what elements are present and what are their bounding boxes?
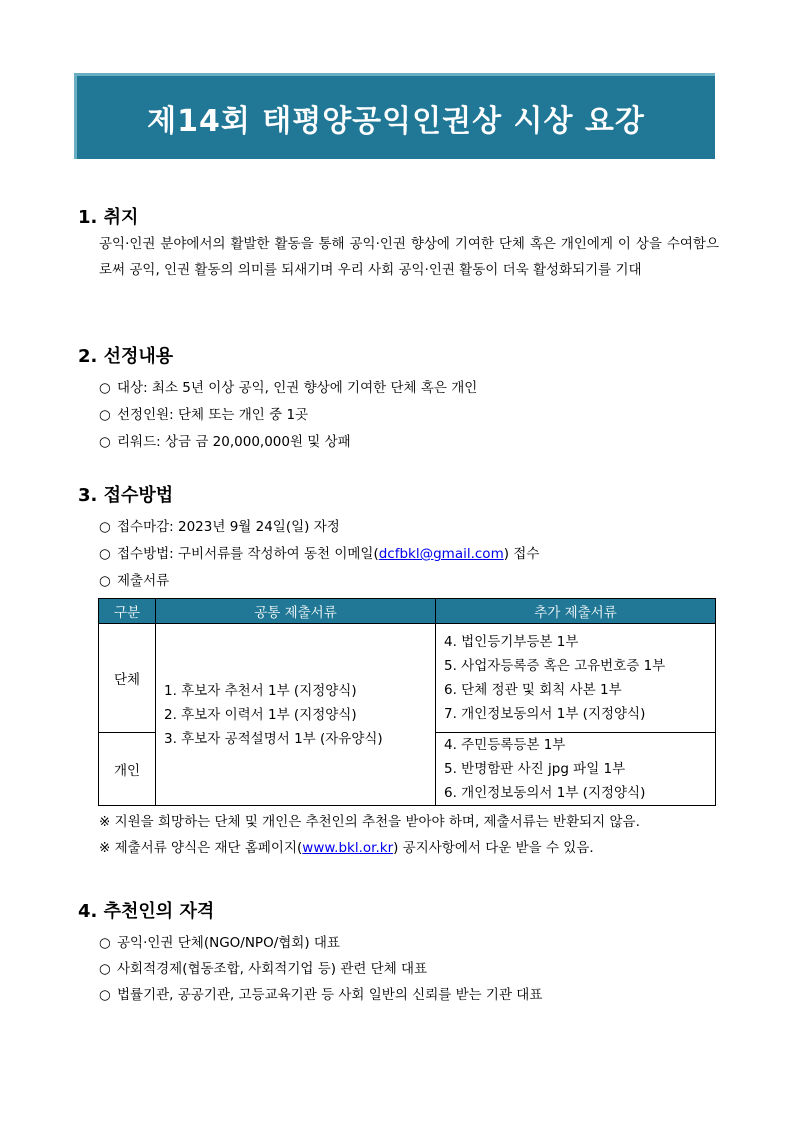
documents-table bbox=[98, 598, 716, 806]
section-heading-application: 3. 접수방법 bbox=[78, 485, 174, 506]
list-item: ○ 대상: 최소 5년 이상 공익, 인권 향상에 기여한 단체 혹은 개인 bbox=[99, 380, 478, 396]
bullet-icon: ○ bbox=[99, 434, 111, 450]
list-item: ○ 제출서류 bbox=[99, 573, 170, 589]
extra-doc: 6. 단체 정관 및 회칙 사본 1부 bbox=[444, 682, 622, 698]
section-heading-recommender: 4. 추천인의 자격 bbox=[78, 901, 215, 922]
extra-doc: 5. 반명함판 사진 jpg 파일 1부 bbox=[444, 761, 626, 777]
extra-doc: 7. 개인정보동의서 1부 (지정양식) bbox=[444, 706, 646, 722]
bullet-icon: ○ bbox=[99, 519, 111, 535]
category-group: 단체 bbox=[99, 624, 156, 733]
list-item: ○ 법률기관, 공공기관, 고등교육기관 등 사회 일반의 신뢰를 받는 기관 대표 bbox=[99, 987, 543, 1003]
common-doc: 2. 후보자 이력서 1부 (지정양식) bbox=[164, 706, 357, 723]
email-link[interactable]: dcfbkl@gmail.com bbox=[378, 546, 504, 562]
common-doc: 1. 후보자 추천서 1부 (지정양식) bbox=[164, 682, 357, 699]
header-extra: 추가 제출서류 bbox=[436, 599, 716, 624]
list-item: ○ 리워드: 상금 금 20,000,000원 및 상패 bbox=[99, 434, 351, 450]
group-extra-docs-cell bbox=[436, 624, 716, 733]
list-item: ○ 선정인원: 단체 또는 개인 중 1곳 bbox=[99, 407, 309, 423]
header-common: 공통 제출서류 bbox=[156, 599, 436, 624]
bullet-icon: ○ bbox=[99, 935, 111, 951]
list-item: ○ 접수마감: 2023년 9월 24일(일) 자정 bbox=[99, 519, 340, 535]
purpose-text: 공익·인권 분야에서의 활발한 활동을 통해 공익·인권 향상에 기여한 단체 혹은 개인에게 이 상을 수여함으로써 공익, 인권 활동의 의미를 되새기며 우리 사회 공익·인권 활동이 더욱 활성화되기를 기대 bbox=[99, 236, 719, 278]
extra-doc: 4. 주민등록등본 1부 bbox=[444, 737, 566, 753]
note-recommendation: ※ 지원을 희망하는 단체 및 개인은 추천인의 추천을 받아야 하며, 제출서류는 반환되지 않음. bbox=[99, 814, 640, 830]
list-item: ○ 사회적경제(협동조합, 사회적기업 등) 관련 단체 대표 bbox=[99, 961, 428, 977]
bullet-icon: ○ bbox=[99, 961, 111, 977]
extra-doc: 5. 사업자등록증 혹은 고유번호증 1부 bbox=[444, 658, 666, 674]
individual-extra-docs-cell bbox=[436, 733, 716, 806]
table-row bbox=[99, 624, 716, 733]
category-individual: 개인 bbox=[99, 733, 156, 806]
bullet-icon: ○ bbox=[99, 573, 111, 589]
extra-doc: 4. 법인등기부등본 1부 bbox=[444, 634, 579, 650]
extra-doc: 6. 개인정보동의서 1부 (지정양식) bbox=[444, 785, 646, 801]
common-docs-cell bbox=[156, 624, 436, 806]
bullet-icon: ○ bbox=[99, 380, 111, 396]
list-item: ○ 공익·인권 단체(NGO/NPO/협회) 대표 bbox=[99, 935, 340, 951]
section-heading-purpose: 1. 취지 bbox=[78, 207, 139, 228]
list-item-method: ○ 접수방법: 구비서류를 작성하여 동천 이메일(dcfbkl@gmail.com) 접수 bbox=[99, 546, 540, 562]
section-heading-selection: 2. 선정내용 bbox=[78, 346, 174, 367]
homepage-link[interactable]: www.bkl.or.kr bbox=[302, 840, 394, 856]
common-doc: 3. 후보자 공적설명서 1부 (자유양식) bbox=[164, 730, 383, 747]
bullet-icon: ○ bbox=[99, 987, 111, 1003]
header-category: 구분 bbox=[99, 599, 156, 624]
table-header-row bbox=[99, 599, 716, 624]
bullet-icon: ○ bbox=[99, 546, 111, 562]
bullet-icon: ○ bbox=[99, 407, 111, 423]
title-banner bbox=[74, 73, 715, 159]
page-title: 제14회 태평양공익인권상 시상 요강 bbox=[147, 103, 645, 139]
note-forms: ※ 제출서류 양식은 재단 홈페이지(www.bkl.or.kr) 공지사항에서 다운 받을 수 있음. bbox=[99, 840, 594, 856]
